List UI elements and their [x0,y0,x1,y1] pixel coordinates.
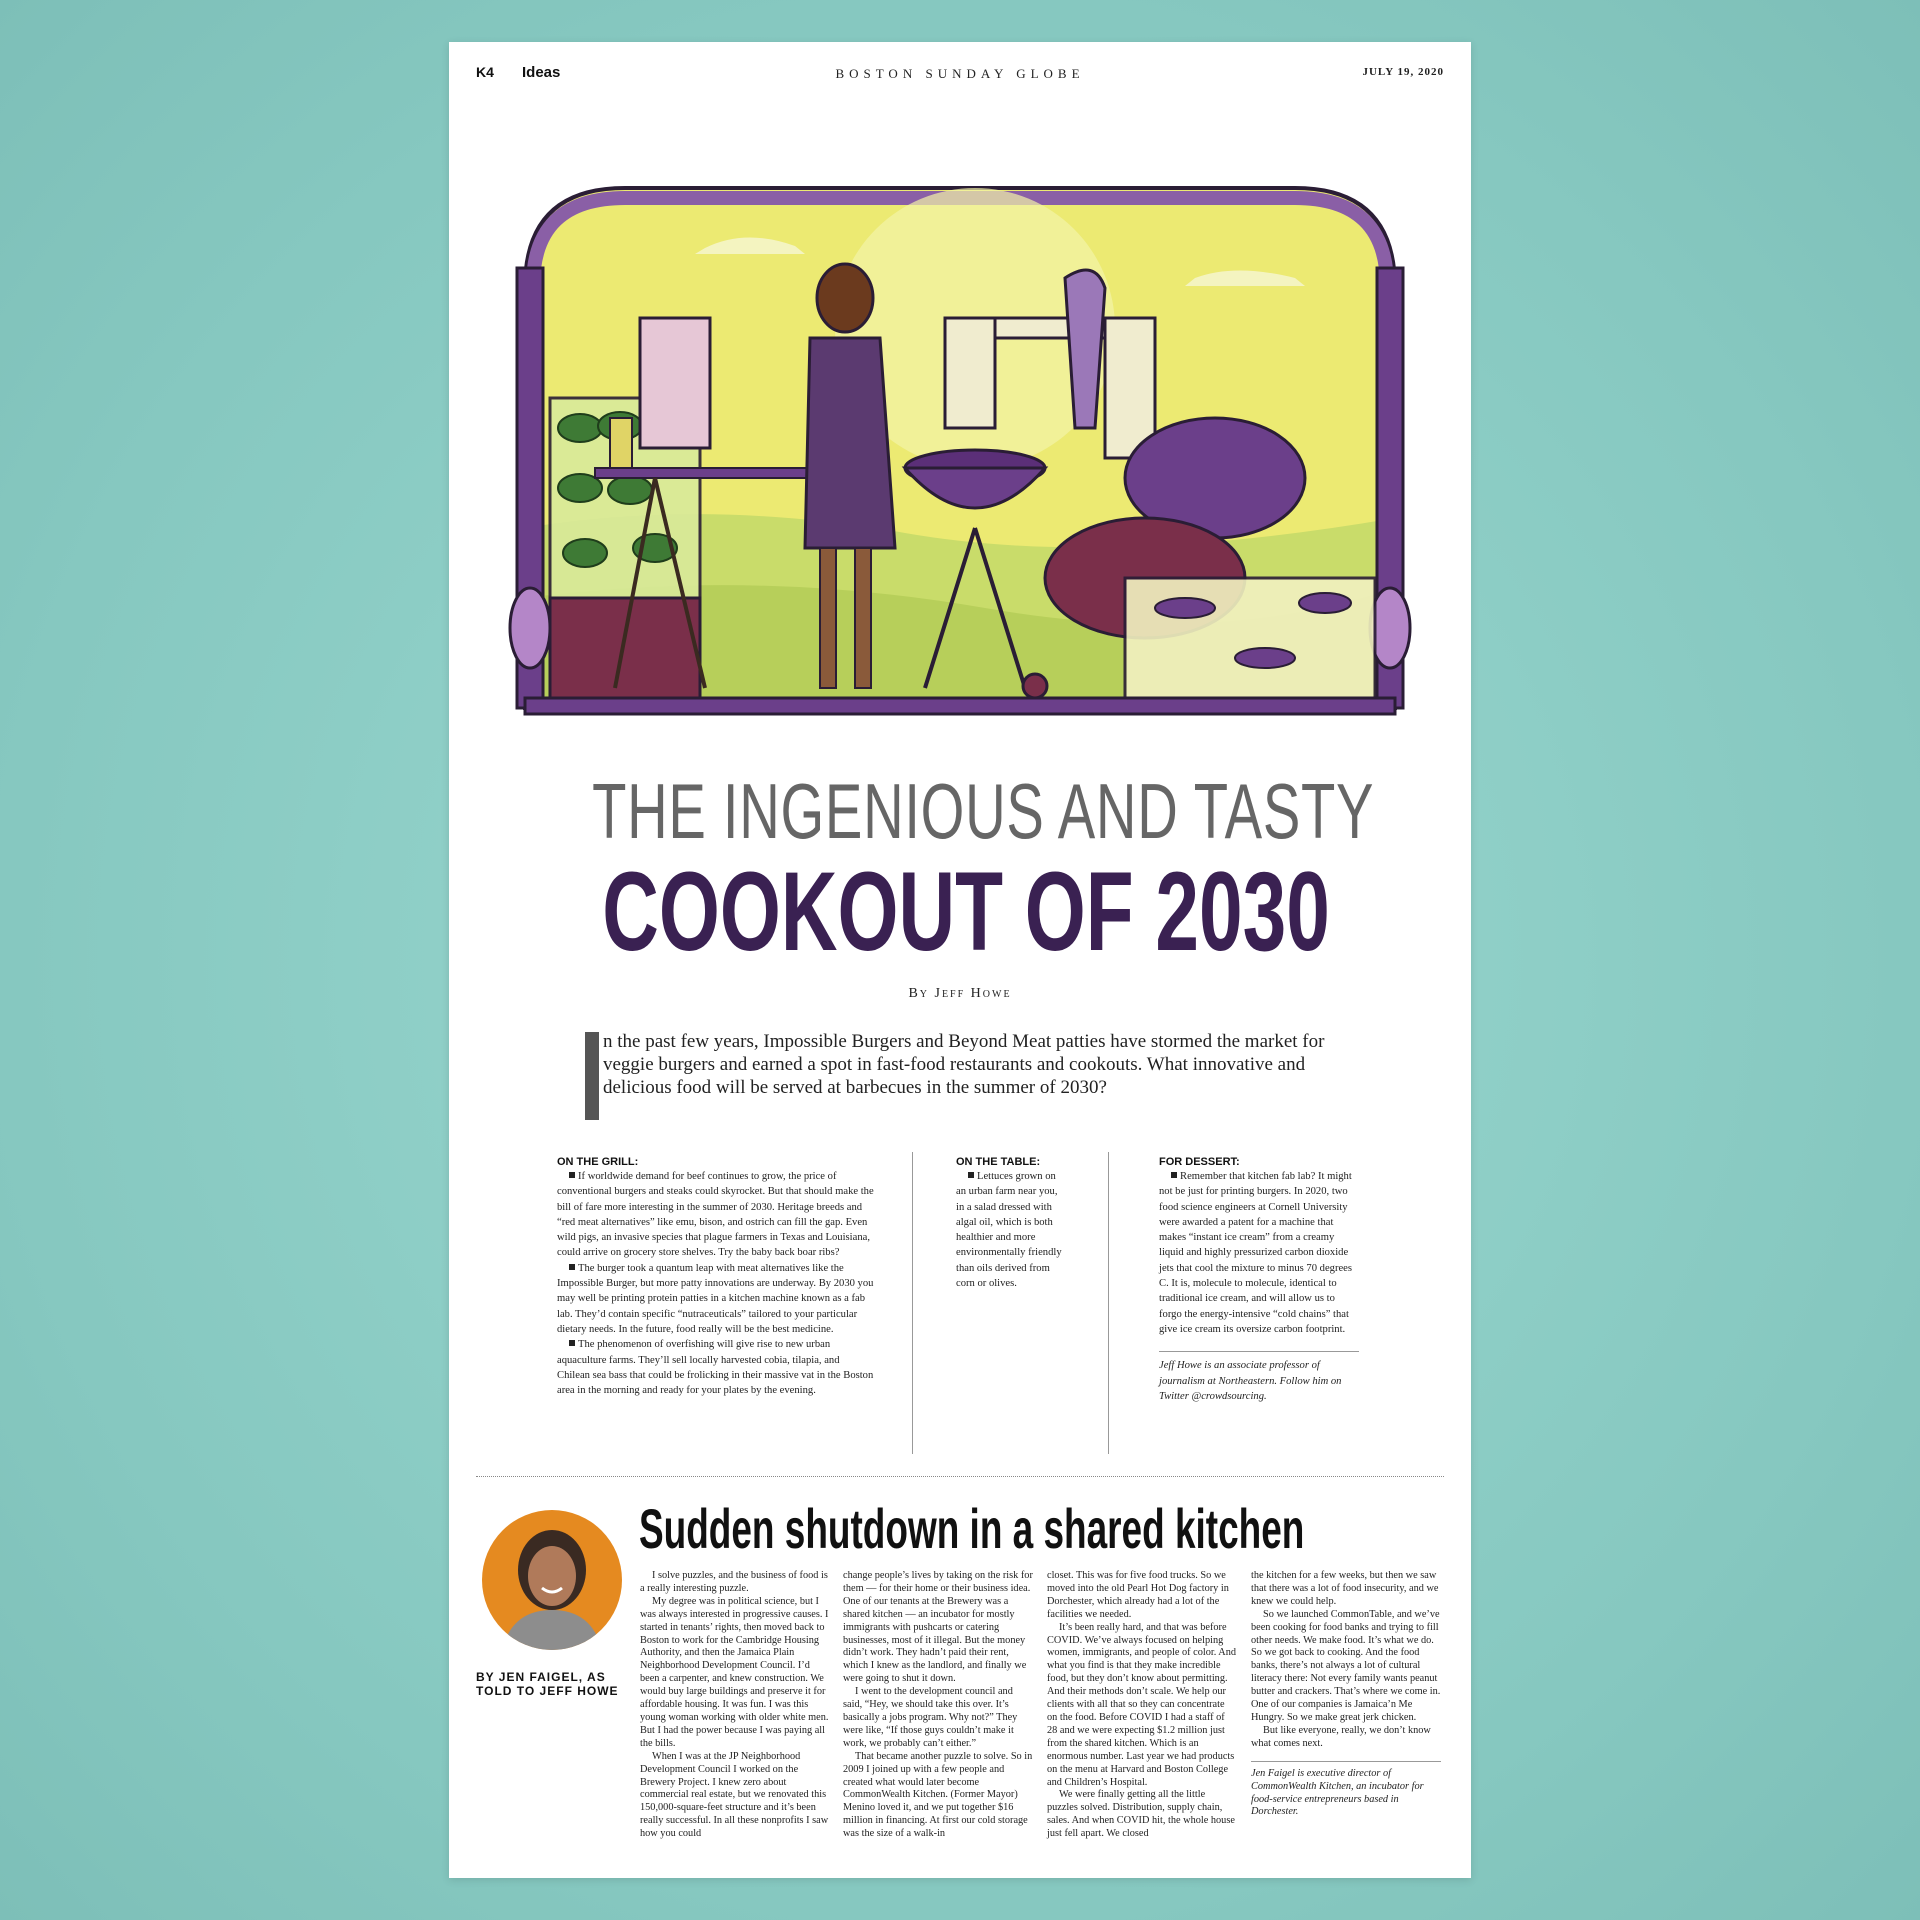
page-number: K4 [476,64,494,80]
intro-text: n the past few years, Impossible Burgers and Beyond Meat patties have stormed the market for veggie burgers and earned a spot in fast-food restaurants and cookouts. What innovative and delicious food will be served at barbecues in the summer of 2030? [603,1031,1325,1098]
headline-line-1: THE INGENIOUS AND TASTY [592,767,1375,855]
paragraph: the kitchen for a few weeks, but then we saw that there was a lot of food insecurity, and we knew we could help. [1251,1570,1439,1607]
paragraph: We were finally getting all the little puzzles solved. Distribution, supply chain, sales. And when COVID hit, the whole house just fell apart. We closed [1047,1789,1235,1840]
paragraph: The burger took a quantum leap with meat alternatives like the Impossible Burger, but more patty innovations are underway. By 2030 you may well be printing protein patties in a kitchen machine known as a fab lab. They’d contain specific “nutraceuticals” tailored to your particular dietary needs. In the future, food really will be the best medicine. [557,1262,874,1335]
paragraph: It’s been really hard, and that was before COVID. We’ve always focused on helping women, immigrants, and people of color. And what you find is that they make incredible food, but they don’t know about permitting. And their methods don’t scale. We help our clients with all that so they can concentrate on the food. Before COVID I had a staff of 28 and we were expecting $1.2 million just from the shared kitchen. Which is an enormous number. Last year we had products on the menu at Harvard and Boston College and Children’s Hospital. [1047,1621,1237,1788]
sidebar-byline: BY JEN FAIGEL, AS TOLD TO JEFF HOWE [476,1670,619,1698]
bullet-square-icon [569,1172,575,1178]
column-heading: ON THE TABLE: [956,1156,1041,1168]
section-name: Ideas [522,64,561,81]
author-credit: Jeff Howe is an associate professor of journalism at Northeastern. Follow him on Twitter @crowdsourcing. [1159,1351,1359,1404]
bullet-square-icon [968,1172,974,1178]
paragraph: The phenomenon of overfishing will give rise to new urban aquaculture farms. They’ll sell locally harvested cobia, tilapia, and Chilean sea bass that could be frolicking in their massive vat in the Boston area in the morning and ready for your plates by the evening. [557,1339,874,1397]
sidebar-column-4 [1251,1570,1441,1819]
paragraph: My degree was in political science, but I was always interested in progressive causes. I started in tenants’ rights, then moved back to Boston to work for the Cambridge Housing Authority, and then the Jamaica Plain Neighborhood Development Council. I’d been a carpenter, and knew construction. We would buy large buildings and preserve it for affordable housing. It was fun. I was this young woman working with older white men. But I had the power because I was paying all the bills. [640,1595,829,1749]
paragraph: So we launched CommonTable, and we’ve been cooking for food banks and trying to fill other needs. We make food. It’s what we do. So we got back to cooking. And the food banks, there’s not always a lot of cultural literacy there: Not every family wants peanut butter and crackers. That’s where we come in. One of our companies is Jamaica’n Me Hungry. So we make great jerk chicken. [1251,1608,1441,1723]
column-grill [557,1156,875,1398]
author-portrait [482,1510,622,1650]
paragraph: change people’s lives by taking on the risk for them — for their home or their business idea. One of our tenants at the Brewery was a shared kitchen — an incubator for mostly immigrants with pushcarts or catering businesses, most of it illegal. But the money didn’t work. They hadn’t paid their rent, which I knew as the landlord, and finally we were going to shut it down. [843,1570,1033,1685]
issue-date: JULY 19, 2020 [1362,66,1444,78]
column-divider [912,1152,913,1454]
paragraph: Remember that kitchen fab lab? It might not be just for printing burgers. In 2020, two food science engineers at Cornell University were awarded a patent for a machine that makes “instant ice cream” from a creamy liquid and highly pressurized carbon dioxide jets that cool the mixture to minus 70 degrees C. It is, molecule to molecule, identical to traditional ice cream, and will allow us to forgo the energy-intensive “cold chains” that give ice cream its oversize carbon footprint. [1159,1171,1352,1335]
paragraph: I went to the development council and said, “Hey, we should take this over. It’s basically a jobs program. Why not?” They were like, “If those guys couldn’t make it work, we probably can’t either.” [843,1686,1018,1749]
paragraph: Lettuces grown on an urban farm near you, in a salad dressed with algal oil, which is both healthier and more environmentally friendly than oils derived from corn or olives. [956,1171,1062,1290]
sidebar-column-3 [1047,1570,1237,1841]
intro-paragraph [603,1030,1333,1099]
section-divider [476,1476,1444,1477]
author-credit: Jen Faigel is executive director of CommonWealth Kitchen, an incubator for food-service entrepreneurs based in Dorchester. [1251,1761,1441,1820]
sidebar-column-2 [843,1570,1033,1841]
paragraph: When I was at the JP Neighborhood Development Council I worked on the Brewery Project. I knew zero about commercial real estate, but we renovated this 150,000-square-feet structure and it’s been really successful. In all these nonprofits I saw how you could [640,1750,829,1840]
sidebar-column-1 [640,1570,830,1841]
sidebar-title: Sudden shutdown in a shared kitchen [639,1497,1305,1560]
bullet-square-icon [569,1264,575,1270]
newspaper-page [449,42,1471,1878]
column-divider [1108,1152,1109,1454]
column-table [956,1156,1068,1291]
masthead [476,64,1444,94]
column-dessert [1159,1156,1359,1404]
drop-cap-i [585,1032,599,1120]
paragraph: If worldwide demand for beef continues to grow, the price of conventional burgers and steaks could skyrocket. But that should make the bill of fare more interesting in the summer of 2030. Heritage breeds and “red meat alternatives” like emu, bison, and ostrich can fill the gap. Even wild pigs, an invasive species that plague farmers in Texas and Louisiana, could arrive on grocery store shelves. Try the baby back boar ribs? [557,1171,874,1259]
byline: By Jeff Howe [908,986,1012,1001]
headline [449,767,1471,974]
bullet-square-icon [569,1340,575,1346]
bullet-square-icon [1171,1172,1177,1178]
headline-line-2: COOKOUT OF 2030 [602,849,1330,974]
paragraph: But like everyone, really, we don’t know what comes next. [1251,1724,1431,1749]
paragraph: I solve puzzles, and the business of food is a really interesting puzzle. [640,1570,828,1594]
cookout-illustration [505,168,1415,728]
paragraph: That became another puzzle to solve. So in 2009 I joined up with a few people and created what would later become CommonWealth Kitchen. (Former Mayor) Menino loved it, and we put together $16 million in financing. At first our cold storage was the size of a walk-in [843,1750,1033,1840]
column-heading: FOR DESSERT: [1159,1156,1240,1168]
paragraph: closet. This was for five food trucks. So we moved into the old Pearl Hot Dog factory in Dorchester, which already had a lot of the facilities we needed. [1047,1570,1229,1620]
paper-name: BOSTON SUNDAY GLOBE [835,66,1085,81]
column-heading: ON THE GRILL: [557,1156,639,1168]
